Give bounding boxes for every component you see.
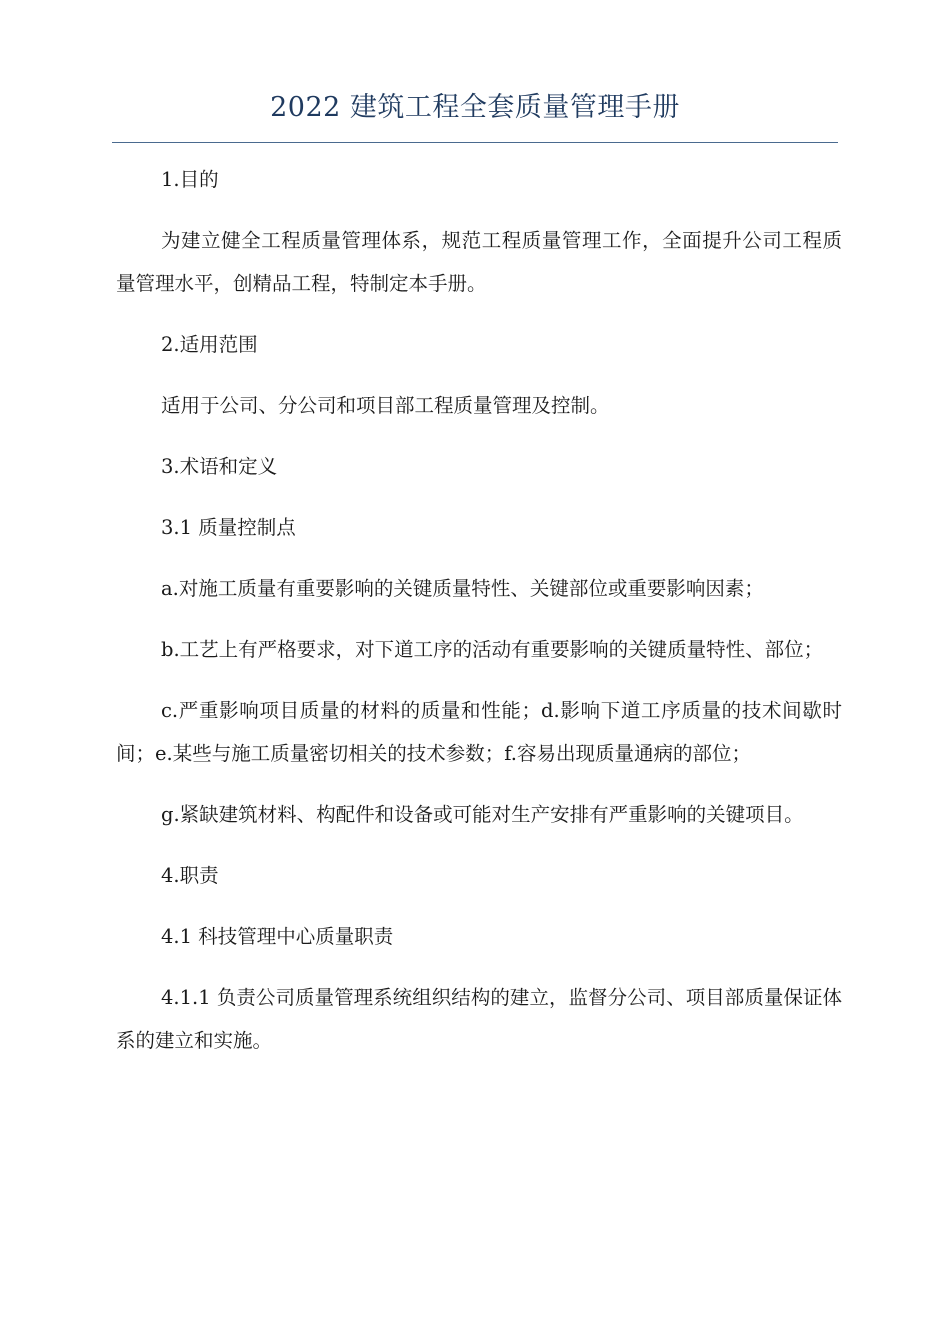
section-heading-scope: 2.适用范围	[161, 333, 258, 356]
document-body	[116, 158, 842, 1062]
paragraph-4-1-1: 4.1.1 负责公司质量管理系统组织结构的建立，监督分公司、项目部质量保证体系的建立和实施。	[116, 986, 842, 1052]
list-item-b: b.工艺上有严格要求，对下道工序的活动有重要影响的关键质量特性、部位；	[161, 638, 824, 661]
section-heading-purpose: 1.目的	[161, 168, 219, 191]
paragraph-scope: 适用于公司、分公司和项目部工程质量管理及控制。	[161, 394, 610, 417]
document-title: 2022 建筑工程全套质量管理手册	[270, 92, 680, 123]
subsection-heading-control-points: 3.1 质量控制点	[161, 516, 296, 539]
section-heading-terms: 3.术语和定义	[161, 455, 278, 478]
title-divider	[112, 142, 838, 143]
list-item-g: g.紧缺建筑材料、构配件和设备或可能对生产安排有严重影响的关键项目。	[161, 803, 804, 826]
paragraph-purpose: 为建立健全工程质量管理体系，规范工程质量管理工作，全面提升公司工程质量管理水平，创精品工程，特制定本手册。	[116, 229, 842, 295]
list-item-a: a.对施工质量有重要影响的关键质量特性、关键部位或重要影响因素；	[161, 577, 764, 600]
list-item-c-f: c.严重影响项目质量的材料的质量和性能；d.影响下道工序质量的技术间歇时间；e.某些与施工质量密切相关的技术参数；f.容易出现质量通病的部位；	[116, 699, 842, 765]
subsection-heading-tech-center: 4.1 科技管理中心质量职责	[161, 925, 394, 948]
section-heading-duties: 4.职责	[161, 864, 219, 887]
